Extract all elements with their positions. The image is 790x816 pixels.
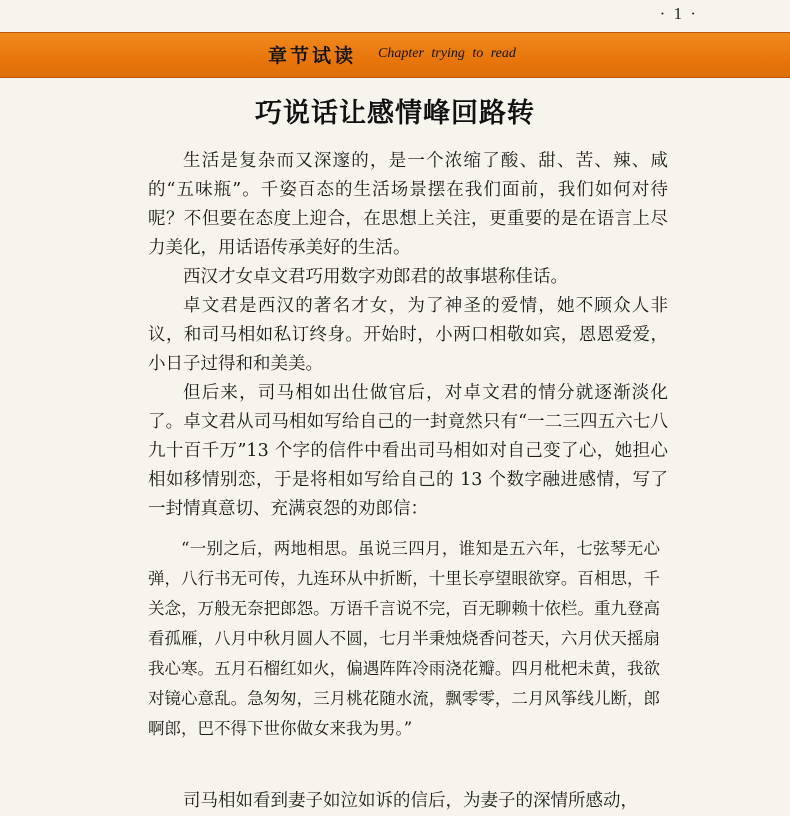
closing-text: 司马相如看到妻子如泣如诉的信后，为妻子的深情所感动，	[183, 791, 638, 811]
banner-title-cn: 章节试读	[268, 45, 357, 67]
paragraph: 生活是复杂而又深邃的，是一个浓缩了酸、甜、苦、辣、咸的“五味瓶”。千姿百态的生活场景摆在我们面前，我们如何对待呢？不但要在态度上迎合，在思想上关注，更重要的是在语言上尽力美化，用话语传承美好的生活。	[148, 151, 668, 258]
paragraph: 但后来，司马相如出仕做官后，对卓文君的情分就逐渐淡化了。卓文君从司马相如写给自己的一封竟然只有“一二三四五六七八九十百千万”13 个字的信件中看出司马相如对自己变了心，她担心相如移情别恋，于是将相如写给自己的 13 个数字融进感情，写了一封情真意切、充满哀怨的劝郎信：	[148, 383, 668, 519]
paragraph: 卓文君是西汉的著名才女，为了神圣的爱情，她不顾众人非议，和司马相如私订终身。开始时，小两口相敬如宾，恩恩爱爱，小日子过得和和美美。	[148, 296, 668, 374]
article-title: 巧说话让感情峰回路转	[255, 98, 535, 129]
letter-text: “一别之后，两地相思。虽说三四月，谁知是五六年，七弦琴无心弹，八行书无可传，九连环从中折断，十里长亭望眼欲穿。百相思，千关念，万般无奈把郎怨。万语千言说不完，百无聊赖十依栏。重九登高看孤雁，八月中秋月圆人不圆，七月半秉烛烧香问苍天，六月伏天摇扇我心寒。五月石榴红如火，偏遇阵阵冷雨浇花瓣。四月枇杷未黄，我欲对镜心意乱。急匆匆，三月桃花随水流，飘零零，二月风筝线儿断，郎啊郎，巴不得下世你做女来我为男。”	[148, 539, 660, 738]
chapter-banner	[0, 32, 790, 78]
paragraph: 西汉才女卓文君巧用数字劝郎君的故事堪称佳话。	[183, 267, 568, 287]
letter-quote	[148, 534, 660, 744]
page-number: · 1 ·	[659, 4, 698, 23]
article-body	[148, 147, 668, 524]
closing-paragraph	[148, 787, 668, 816]
banner-title-en: Chapter trying to read	[378, 46, 516, 61]
